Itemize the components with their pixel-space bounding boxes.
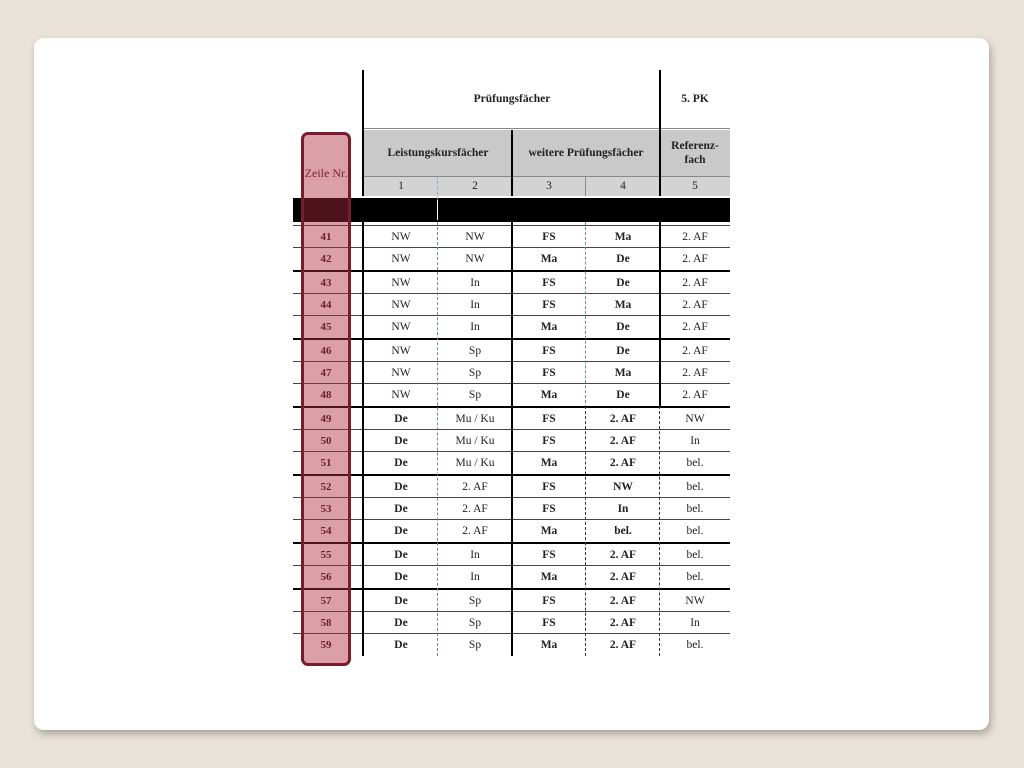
cell-c2: In [470, 299, 480, 311]
cell-c1: De [394, 503, 408, 515]
cell-c2: In [470, 321, 480, 333]
cell-c4: Ma [614, 231, 632, 243]
cell-c5: bel. [686, 571, 704, 583]
cell-c4: Ma [614, 299, 632, 311]
cell-c3: Ma [540, 571, 558, 583]
cell-c2: In [470, 571, 480, 583]
cell-c5: 2. AF [682, 299, 708, 311]
cell-c2: Sp [468, 345, 482, 357]
zeile-nr-cell: 54 [320, 525, 332, 537]
cell-c5: 2. AF [682, 367, 708, 379]
cell-c4: De [616, 277, 630, 289]
cell-c5: 2. AF [682, 253, 708, 265]
table-bottom [293, 656, 730, 657]
cell-c5: In [690, 617, 700, 629]
cell-c2: Mu / Ku [455, 457, 495, 469]
cell-c5: bel. [686, 525, 704, 537]
cell-c3: FS [542, 435, 556, 447]
header-5pk: 5. PK [681, 93, 709, 105]
zeile-nr-cell: 52 [320, 481, 332, 493]
cell-c1: NW [391, 367, 411, 379]
cell-c4: 2. AF [609, 595, 637, 607]
zeile-nr-cell: 46 [320, 345, 332, 357]
zeile-nr-cell: 50 [320, 435, 332, 447]
col-number-2: 2 [472, 180, 478, 192]
cell-c2: NW [465, 231, 485, 243]
body-vline [511, 222, 513, 656]
header-rule [364, 128, 730, 129]
cell-c1: NW [391, 321, 411, 333]
cell-c3: FS [542, 299, 556, 311]
cell-c1: De [394, 639, 408, 651]
cell-c1: NW [391, 253, 411, 265]
cell-c5: bel. [686, 457, 704, 469]
zeile-nr-cell: 56 [320, 571, 332, 583]
zeile-nr-cell: 58 [320, 617, 332, 629]
cell-c4: 2. AF [609, 571, 637, 583]
cell-c5: 2. AF [682, 277, 708, 289]
cell-c4: 2. AF [609, 435, 637, 447]
cell-c1: De [394, 571, 408, 583]
cell-c2: Sp [468, 617, 482, 629]
cell-c2: 2. AF [462, 503, 488, 515]
cell-c1: NW [391, 345, 411, 357]
cell-c1: De [394, 457, 408, 469]
cell-c4: 2. AF [609, 413, 637, 425]
cell-c5: In [690, 435, 700, 447]
cell-c3: FS [542, 345, 556, 357]
body-dash [659, 406, 660, 656]
cell-c1: NW [391, 389, 411, 401]
cell-c2: Mu / Ku [455, 413, 495, 425]
black-band [293, 198, 730, 222]
cell-c5: bel. [686, 639, 704, 651]
zeile-nr-cell: 41 [320, 231, 332, 243]
header-vline [511, 130, 513, 196]
header-vline [659, 70, 661, 196]
zeile-nr-cell: 51 [320, 457, 332, 469]
body-dash [585, 222, 586, 408]
header-leistungskursfaecher: Leistungskursfächer [387, 147, 489, 159]
header-pruefungsfaecher: Prüfungsfächer [473, 93, 551, 105]
zeile-nr-cell: 53 [320, 503, 332, 515]
header-weitere-pruefungsfaecher: weitere Prüfungsfächer [528, 147, 644, 159]
cell-c4: 2. AF [609, 457, 637, 469]
cell-c4: bel. [614, 525, 632, 537]
cell-c1: NW [391, 231, 411, 243]
zeile-nr-cell: 42 [320, 253, 332, 265]
cell-c4: 2. AF [609, 639, 637, 651]
cell-c5: NW [685, 413, 705, 425]
cell-c1: De [394, 617, 408, 629]
body-dash [437, 222, 438, 656]
zeile-nr-cell: 43 [320, 277, 332, 289]
body-dash [585, 406, 586, 656]
cell-c2: Sp [468, 389, 482, 401]
cell-c2: In [470, 277, 480, 289]
zeile-nr-cell: 45 [320, 321, 332, 333]
cell-c4: De [616, 321, 630, 333]
cell-c3: FS [542, 367, 556, 379]
cell-c5: NW [685, 595, 705, 607]
cell-c3: FS [542, 503, 556, 515]
cell-c2: In [470, 549, 480, 561]
cell-c1: De [394, 435, 408, 447]
cell-c4: In [617, 503, 629, 515]
zeile-nr-cell: 57 [320, 595, 332, 607]
cell-c5: bel. [686, 549, 704, 561]
cell-c4: Ma [614, 367, 632, 379]
cell-c1: De [394, 549, 408, 561]
cell-c1: De [394, 525, 408, 537]
header-referenzfach: Referenz-fach [671, 139, 719, 166]
cell-c5: bel. [686, 481, 704, 493]
zeile-nr-cell: 47 [320, 367, 332, 379]
zeile-nr-cell: 48 [320, 389, 332, 401]
cell-c1: NW [391, 299, 411, 311]
cell-c5: 2. AF [682, 321, 708, 333]
col-number-4: 4 [620, 180, 626, 192]
cell-c3: Ma [540, 525, 558, 537]
header-vline [585, 176, 586, 196]
cell-c3: FS [542, 413, 556, 425]
col-number-5: 5 [692, 180, 698, 192]
cell-c3: Ma [540, 457, 558, 469]
cell-c4: NW [613, 481, 633, 493]
cell-c3: Ma [540, 253, 558, 265]
cell-c4: De [616, 345, 630, 357]
col-number-3: 3 [546, 180, 552, 192]
cell-c1: De [394, 413, 408, 425]
cell-c3: Ma [540, 321, 558, 333]
cell-c4: 2. AF [609, 549, 637, 561]
cell-c3: FS [542, 549, 556, 561]
cell-c2: NW [465, 253, 485, 265]
cell-c5: bel. [686, 503, 704, 515]
cell-c1: De [394, 595, 408, 607]
cell-c2: Sp [468, 367, 482, 379]
cell-c3: Ma [540, 639, 558, 651]
body-vline [362, 222, 364, 656]
cell-c3: FS [542, 481, 556, 493]
cell-c3: FS [542, 231, 556, 243]
zeile-nr-cell: 49 [320, 413, 332, 425]
cell-c3: FS [542, 617, 556, 629]
cell-c5: 2. AF [682, 389, 708, 401]
header-rule [364, 176, 730, 177]
cell-c4: De [616, 389, 630, 401]
cell-c2: 2. AF [462, 481, 488, 493]
header-zeile-nr: Zeile Nr. [304, 165, 348, 180]
col-number-1: 1 [398, 180, 404, 192]
cell-c2: Sp [468, 595, 482, 607]
header-vline [362, 70, 364, 196]
cell-c2: Mu / Ku [455, 435, 495, 447]
cell-c5: 2. AF [682, 345, 708, 357]
cell-c3: FS [542, 277, 556, 289]
cell-c4: 2. AF [609, 617, 637, 629]
zeile-nr-cell: 55 [320, 549, 332, 561]
cell-c2: 2. AF [462, 525, 488, 537]
cell-c2: Sp [468, 639, 482, 651]
band-divider [437, 200, 438, 220]
cell-c5: 2. AF [682, 231, 708, 243]
cell-c3: FS [542, 595, 556, 607]
cell-c3: Ma [540, 389, 558, 401]
cell-c1: De [394, 481, 408, 493]
zeile-nr-cell: 59 [320, 639, 332, 651]
body-vline [659, 222, 661, 408]
cell-c4: De [616, 253, 630, 265]
zeile-nr-cell: 44 [320, 299, 332, 311]
cell-c1: NW [391, 277, 411, 289]
